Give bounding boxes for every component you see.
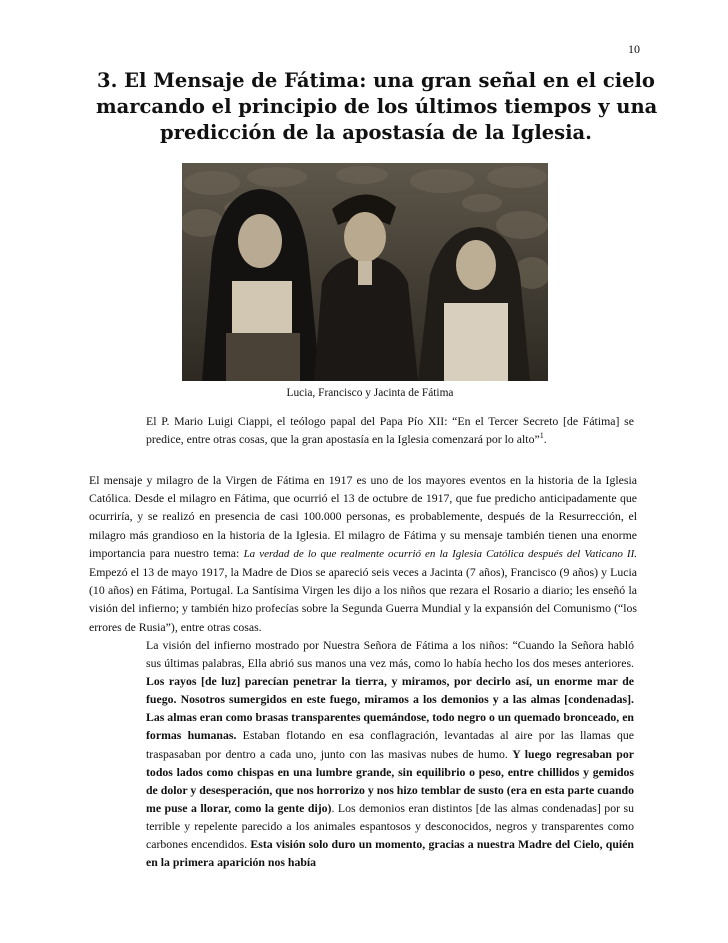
quote2-bold-1: Los rayos [de luz] parecían penetrar la tierra, y miramos, por decirlo así, un enorme mar de fuego. Nosotros sumergidos en este fuego, miramos a los demonios y a las almas [condenadas]. Las almas eran como brasas transparentes quemándose, todo negro o un quemado bronceado, en formas humanas. [146,674,634,743]
page-title [96,68,656,146]
title-line-1: 3. El Mensaje de Fátima: una gran señal en el cielo [97,69,655,92]
photo-illustration [182,163,548,381]
quote2-bold-3: Esta visión solo duro un momento, gracias a nuestra Madre del Cielo, quién en la primera aparición nos había [146,837,634,870]
book-title: La verdad de lo que realmente ocurrió en la Iglesia Católica después del Vaticano II. [243,547,637,560]
quote2-segment-3: . Los demonios eran distintos [de las almas condenadas] por su terrible y repelente parecido a los animales espantosos y desconocidos, negros y transparentes como carbones encendidos. [146,800,635,852]
photo-caption: Lucia, Francisco y Jacinta de Fátima [286,387,454,399]
ciappi-quote-text: El P. Mario Luigi Ciappi, el teólogo papal del Papa Pío XII: “En el Tercer Secreto [de Fátima] se predice, entre otras cosas, que la gran apostasía en la Iglesia comenzará por lo alto” [146,414,634,446]
quote2-segment-2: Estaban flotando en esa conflagración, levantadas al aire por las llamas que traspasaban por dentro a cada uno, junto con las masivas nubes de humo. [146,728,634,761]
title-line-3: predicción de la apostasía de la Iglesia. [160,121,592,144]
ciappi-quote-end: . [543,432,547,446]
children-photo [182,163,548,381]
quote2-segment-1: La visión del infierno mostrado por Nuestra Señora de Fátima a los niños: “Cuando la Señora habló sus últimas palabras, Ella abrió sus manos una vez más, como lo había hecho los dos meses anteriores. [146,638,634,671]
quote2-bold-2: Y luego regresaban por todos lados como chispas en una lumbre grande, sin equilibrio o peso, entre chillidos y gemidos de dolor y desesperación, que nos horrorizo y nos hizo temblar de susto (era en esta parte cuando me puse a llorar, como la gente dijo) [146,746,634,815]
paragraph-part-2: Empezó el 13 de mayo 1917, la Madre de Dios se apareció seis veces a Jacinta (7 años), Francisco (9 años) y Lucia (10 años) en Fátima, Portugal. La Santísima Virgen les dijo a los niños que rezara el Rosario a diario; les enseñó la visión del infierno; y también hizo profecías sobre la Segunda Guerra Mundial y la expansión del Comunismo (“los errores de Rusia”), entre otras cosas. [89,565,637,634]
paragraph-part-1: El mensaje y milagro de la Virgen de Fátima en 1917 es uno de los mayores eventos en la historia de la Iglesia Católica. Desde el milagro en Fátima, que ocurrió el 13 de octubre de 1917, que fue predicho anticipadamente que ocurriría, y se realizó en presencia de casi 100.000 personas, es probablemente, después de la Resurrección, el milagro más grandioso en la historia de la Iglesia. El milagro de Fátima y su mensaje también tienen una enorme importancia para nuestro tema: [89,473,637,560]
ciappi-quote [146,412,634,448]
hell-vision-quote [146,636,634,871]
body-paragraph [89,471,637,636]
footnote-marker[interactable]: 1 [539,431,544,441]
page-number: 10 [628,42,640,56]
title-line-2: marcando el principio de los últimos tiempos y una [96,95,658,118]
